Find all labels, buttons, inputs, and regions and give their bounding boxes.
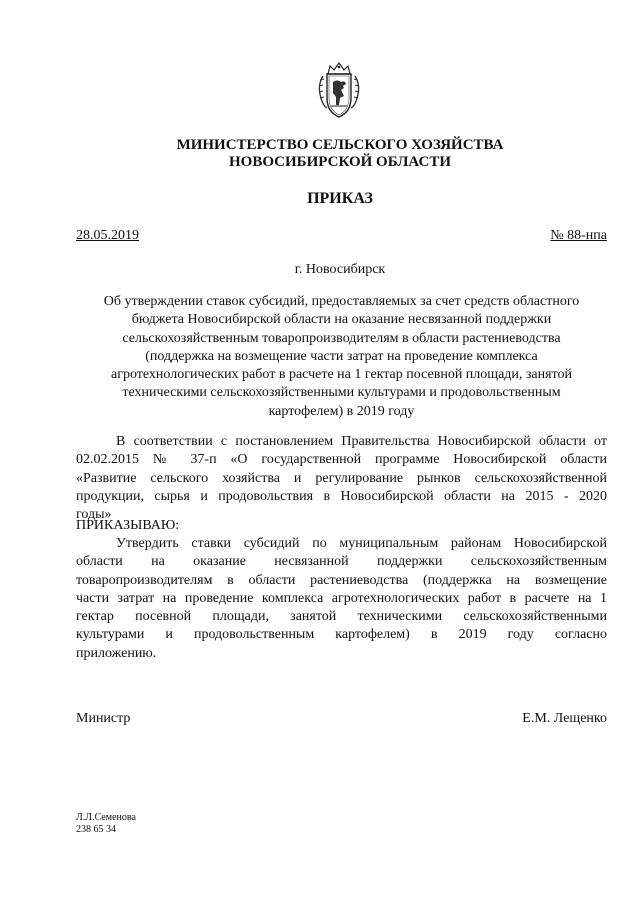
subject-line: техническими сельскохозяйственными культурами и продовольственным <box>122 385 561 401</box>
preamble-line: продукции, сырья и продовольствия в Новосибирской области на 2015 - 2020 <box>76 488 607 504</box>
coat-of-arms-icon <box>313 60 365 120</box>
order-date: 28.05.2019 <box>76 228 139 243</box>
preamble-paragraph <box>76 433 607 524</box>
preamble-line: 02.02.2015 № 37-п «О государственной программе Новосибирской области <box>76 452 607 468</box>
preamble-line: годы» <box>76 507 112 523</box>
executor-phone: 238 65 34 <box>76 824 116 835</box>
ministry-name-line1: МИНИСТЕРСТВО СЕЛЬСКОГО ХОЗЯЙСТВА <box>176 137 504 153</box>
issue-city: г. Новосибирск <box>294 262 386 277</box>
decree-word: ПРИКАЗЫВАЮ: <box>76 518 180 533</box>
executor-info <box>76 812 136 836</box>
body-line: гектар посевной площади, занятой техническими сельскохозяйственными <box>76 609 607 625</box>
executor-name: Л.Л.Семенова <box>76 812 136 823</box>
document-type-title: ПРИКАЗ <box>307 190 373 207</box>
preamble-line: «Развитие сельского хозяйства и регулирование рынков сельскохозяйственной <box>76 470 607 486</box>
body-line: области на оказание несвязанной поддержки сельскохозяйственным <box>76 554 607 570</box>
body-line: товаропроизводителям в области растениеводства (поддержка на возмещение <box>76 572 607 588</box>
subject-line: агротехнологических работ в расчете на 1 гектар посевной площади, занятой <box>111 367 572 383</box>
body-line: части затрат на проведение комплекса агротехнологических работ в расчете на 1 <box>76 590 607 606</box>
signer-position: Министр <box>76 711 131 726</box>
subject-line: (поддержка на возмещение части затрат на проведение комплекса <box>145 348 538 364</box>
order-number: № 88-нпа <box>550 228 607 243</box>
body-line: приложению. <box>76 645 157 661</box>
subject-line: картофелем) в 2019 году <box>268 403 415 419</box>
ministry-name-line2: НОВОСИБИРСКОЙ ОБЛАСТИ <box>228 154 452 170</box>
order-subject <box>76 293 607 421</box>
preamble-line: В соответствии с постановлением Правительства Новосибирской области от <box>116 434 607 449</box>
signer-name: Е.М. Лещенко <box>522 711 607 726</box>
body-line: культурами и продовольственным картофелем) в 2019 году согласно <box>76 627 607 643</box>
order-body-paragraph <box>76 535 607 663</box>
body-line: Утвердить ставки субсидий по муниципальным районам Новосибирской <box>116 536 607 551</box>
subject-line: Об утверждении ставок субсидий, предоставляемых за счет средств областного <box>103 294 580 309</box>
subject-line: бюджета Новосибирской области на оказание несвязанной поддержки <box>131 312 552 328</box>
subject-line: сельскохозяйственным товаропроизводителям в области растениеводства <box>122 330 561 346</box>
